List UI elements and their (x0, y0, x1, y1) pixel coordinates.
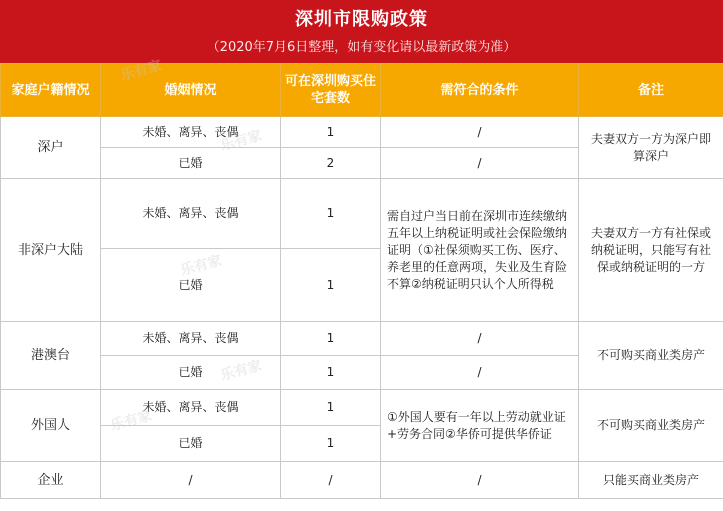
header-condition: 需符合的条件 (381, 64, 579, 117)
count-cell: 1 (281, 356, 381, 390)
category-cell: 港澳台 (1, 322, 101, 390)
condition-cell: / (381, 462, 579, 499)
note-cell: 只能买商业类房产 (579, 462, 723, 499)
page-subtitle: （2020年7月6日整理，如有变化请以最新政策为准） (206, 40, 517, 55)
table-row (1, 390, 723, 426)
marital-cell: / (101, 462, 281, 499)
title-banner (0, 0, 723, 63)
policy-table (0, 63, 723, 499)
count-cell: / (281, 462, 381, 499)
table-row (1, 462, 723, 499)
category-cell: 企业 (1, 462, 101, 499)
watermark: 乐有家 (218, 127, 264, 155)
category-cell: 外国人 (1, 390, 101, 462)
table-row (1, 322, 723, 356)
table-row (1, 179, 723, 249)
category-cell: 非深户大陆 (1, 179, 101, 322)
marital-cell: 已婚 (101, 426, 281, 462)
watermark: 乐有家 (118, 57, 164, 85)
condition-cell: / (381, 322, 579, 356)
marital-cell: 已婚 (101, 356, 281, 390)
page-title: 深圳市限购政策 (295, 9, 428, 30)
note-cell: 夫妻双方一方为深户即算深户 (579, 117, 723, 179)
count-cell: 1 (281, 179, 381, 249)
watermark: 乐有家 (178, 252, 224, 280)
watermark: 乐有家 (108, 407, 154, 435)
marital-cell: 未婚、离异、丧偶 (101, 117, 281, 148)
count-cell: 1 (281, 117, 381, 148)
header-count: 可在深圳购买住宅套数 (281, 64, 381, 117)
condition-cell: / (381, 356, 579, 390)
condition-cell: / (381, 117, 579, 148)
table-header-row (1, 64, 723, 117)
header-note: 备注 (579, 64, 723, 117)
marital-cell: 已婚 (101, 249, 281, 322)
category-cell: 深户 (1, 117, 101, 179)
condition-cell: ①外国人要有一年以上劳动就业证+劳务合同②华侨可提供华侨证 (381, 390, 579, 462)
note-cell: 夫妻双方一方有社保或纳税证明，只能写有社保或纳税证明的一方 (579, 179, 723, 322)
watermark: 乐有家 (218, 357, 264, 385)
note-cell: 不可购买商业类房产 (579, 390, 723, 462)
header-marital: 婚姻情况 (101, 64, 281, 117)
marital-cell: 未婚、离异、丧偶 (101, 390, 281, 426)
count-cell: 1 (281, 322, 381, 356)
count-cell: 1 (281, 426, 381, 462)
header-household: 家庭户籍情况 (1, 64, 101, 117)
marital-cell: 未婚、离异、丧偶 (101, 322, 281, 356)
marital-cell: 已婚 (101, 148, 281, 179)
count-cell: 1 (281, 249, 381, 322)
count-cell: 1 (281, 390, 381, 426)
condition-cell: 需自过户当日前在深圳市连续缴纳五年以上纳税证明或社会保险缴纳证明（①社保须购买工伤、医疗、养老里的任意两项，失业及生育险不算②纳税证明只认个人所得税 (381, 179, 579, 322)
table-row (1, 117, 723, 148)
count-cell: 2 (281, 148, 381, 179)
condition-cell: / (381, 148, 579, 179)
note-cell: 不可购买商业类房产 (579, 322, 723, 390)
marital-cell: 未婚、离异、丧偶 (101, 179, 281, 249)
